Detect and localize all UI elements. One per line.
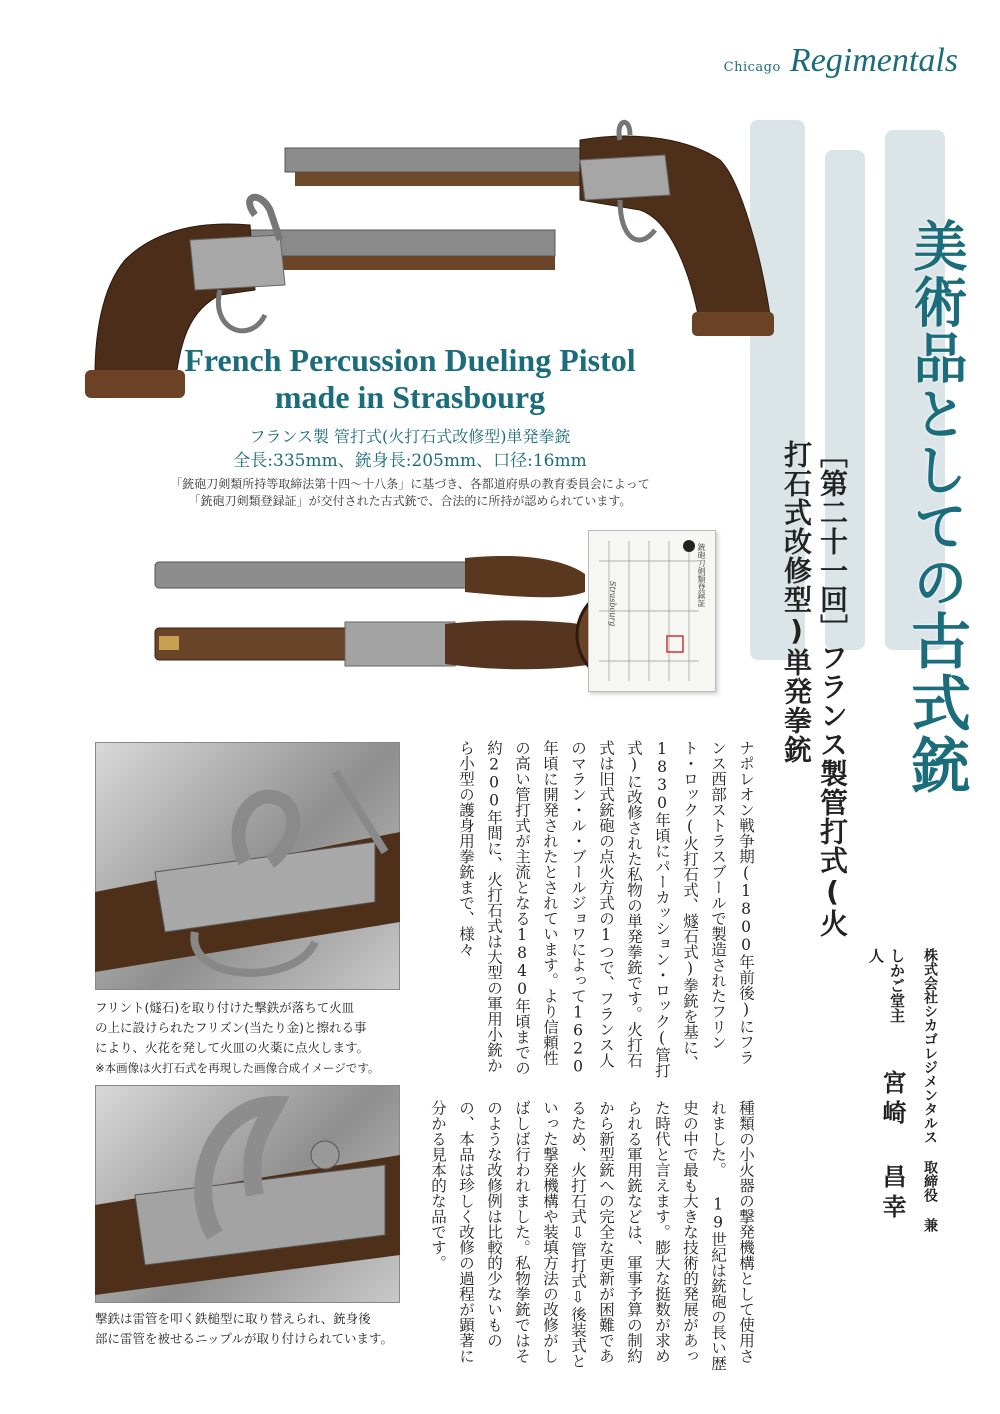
main-title-part1: 美術品としての	[905, 218, 968, 610]
english-title	[0, 342, 820, 416]
brand-logo	[724, 42, 958, 80]
percussion-caption	[95, 1309, 415, 1349]
spec-line2: 全長:335mm、銃身長:205mm、口径:16mm	[233, 451, 587, 471]
sub-title	[778, 440, 850, 960]
caption2-line2: 部に雷管を被せるニップルが取り付けられています。	[95, 1331, 394, 1346]
caption2-line1: 撃鉄は雷管を叩く鉄槌型に取り替えられ、銃身後	[95, 1311, 371, 1326]
percussion-illustration-icon	[95, 1085, 400, 1303]
percussion-photo	[95, 1085, 400, 1303]
brand-small: Chicago	[723, 60, 781, 75]
certificate-handwriting: Strasbourg	[608, 581, 617, 627]
caption1-line3: により、火花を発して火皿の火薬に点火します。	[95, 1040, 370, 1055]
author-company: 株式会社シカゴレジメンタルス 取締役 兼	[922, 948, 938, 1232]
caption1-note: ※本画像は火打石式を再現した画像合成イメージです。	[95, 1061, 380, 1075]
author-role: しかご堂主人	[867, 948, 906, 1023]
series-number: ［第二十一回］	[816, 440, 849, 643]
brand-large: Regimentals	[789, 42, 958, 79]
legal-notice-line2: 「銃砲刀剣類登録証」が交付された古式銃で、合法的に所持が認められています。	[188, 494, 632, 508]
certificate-title: 銃砲刀剣類登録証	[697, 543, 706, 607]
caption1-line2: の上に設けられたフリズン(当たり金)と擦れる事	[95, 1020, 367, 1035]
main-title	[898, 218, 974, 918]
legal-notice-line1: 「銃砲刀剣類所持等取締法第十四～十八条」に基づき、各都道府県の教育委員会によって	[170, 477, 650, 491]
body-column-2: 種類の小火器の撃発機構として使用されました。 19世紀は銃砲の長い歴史の中で最も大きな技術的発展があった時代と言えます。膨大な挺数が求められる軍用銃などは、軍事予算の制約から新型銃への完全な更新が困難であるため、火打石式⇩管打式⇩後装式といった撃発機構や装填方法の改修がしばしば行われました。私物拳銃ではそのような改修例は比較的少ないものの、本品は珍しく改修の過程が顕著に分かる見本的な品です。	[429, 1100, 755, 1371]
body-column-1: ナポレオン戦争期(1800年前後)にフランス西部ストラスブールで製造されたフリント・ロック(火打石式、燧石式)拳銃を基に、1830年頃にパーカッション・ロック(管打式)に改修された私物の単発拳銃です。火打石式は旧式銃砲の点火方式の1つで、フランス人のマラン・ル・ブールジョワによって1620年頃に開発されたとされています。より信頼性の高い管打式が主流となる1840年頃までの約200年間に、火打石式は大型の軍用小銃から小型の護身用拳銃まで、様々	[457, 740, 755, 1078]
flintlock-illustration-icon	[95, 742, 400, 990]
flintlock-photo	[95, 742, 400, 990]
english-title-line2: made in Strasbourg	[274, 379, 546, 415]
flintlock-caption	[95, 998, 415, 1078]
registration-certificate	[588, 530, 716, 692]
caption1-line1: フリント(燧石)を取り付けた撃鉄が落ちて火皿	[95, 1000, 355, 1015]
legal-notice	[110, 476, 710, 510]
pistol-topview-illustration	[145, 540, 615, 710]
certificate-grid-icon	[589, 531, 715, 691]
main-title-part2: 古式銃	[901, 610, 971, 796]
sub-title-text: フランス製管打式(火打石式改修型)単発拳銃	[780, 440, 849, 938]
english-title-line1: French Percussion Dueling Pistol	[184, 342, 636, 378]
spec-line1: フランス製 管打式(火打石式改修型)単発拳銃	[249, 427, 571, 446]
author-name: 宮崎 昌幸	[878, 1070, 906, 1224]
